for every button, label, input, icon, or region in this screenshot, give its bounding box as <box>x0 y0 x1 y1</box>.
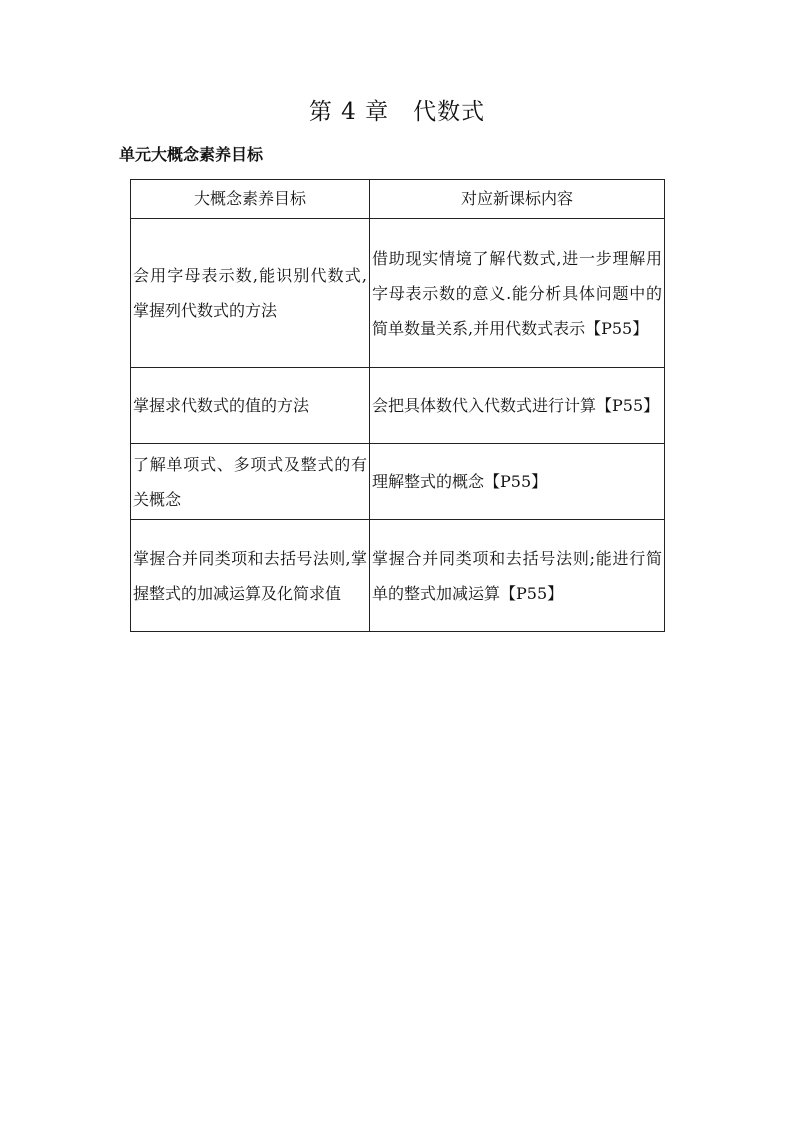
standard-cell: 理解整式的概念【P55】 <box>370 444 665 520</box>
goal-cell: 掌握合并同类项和去括号法则,掌握整式的加减运算及化简求值 <box>131 520 370 632</box>
standard-cell: 掌握合并同类项和去括号法则;能进行简单的整式加减运算【P55】 <box>370 520 665 632</box>
page-title: 第 4 章 代数式 <box>308 99 486 125</box>
table-row <box>131 368 665 444</box>
header-standard: 对应新课标内容 <box>370 180 665 219</box>
table-row <box>131 219 665 368</box>
standard-cell: 会把具体数代入代数式进行计算【P55】 <box>370 368 665 444</box>
goal-cell: 了解单项式、多项式及整式的有关概念 <box>131 444 370 520</box>
section-heading: 单元大概念素养目标 <box>119 145 264 164</box>
goal-cell: 会用字母表示数,能识别代数式,掌握列代数式的方法 <box>131 219 370 368</box>
goals-table <box>130 179 665 632</box>
goal-cell: 掌握求代数式的值的方法 <box>131 368 370 444</box>
header-goal: 大概念素养目标 <box>131 180 370 219</box>
table-header-row <box>131 180 665 219</box>
table-row <box>131 444 665 520</box>
table-row <box>131 520 665 632</box>
standard-cell: 借助现实情境了解代数式,进一步理解用字母表示数的意义.能分析具体问题中的简单数量关系,并用代数式表示【P55】 <box>370 219 665 368</box>
